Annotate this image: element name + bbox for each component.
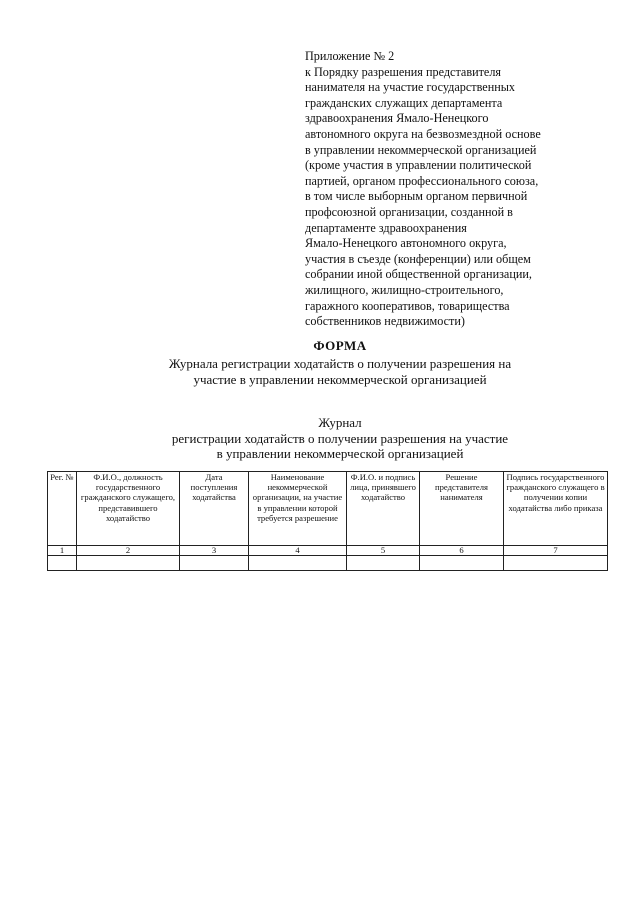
column-number: 3	[180, 546, 249, 556]
appendix-line: нанимателя на участие государственных	[305, 80, 516, 95]
empty-cell	[420, 556, 504, 571]
appendix-line: автономного округа на безвозмездной основе	[305, 126, 541, 141]
header-employer-decision	[420, 472, 504, 546]
journal-subtitle-line: регистрации ходатайств о получении разрешения на участие	[171, 431, 509, 446]
appendix-block	[305, 49, 605, 330]
column-number-row	[48, 546, 608, 556]
journal-subtitle-line: в управлении некоммерческой организацией	[216, 446, 464, 461]
form-subtitle-line: Журнала регистрации ходатайств о получении разрешения на	[168, 356, 512, 371]
column-number: 4	[249, 546, 347, 556]
empty-cell	[48, 556, 77, 571]
header-label: Дата поступления ходатайства	[190, 472, 238, 503]
header-organization-name	[249, 472, 347, 546]
journal-table	[47, 471, 608, 571]
form-subtitle-line: участие в управлении некоммерческой организацией	[193, 372, 487, 387]
appendix-line: собрании иной общественной организации,	[305, 267, 532, 282]
header-label: Рег. №	[50, 472, 74, 482]
header-label: Ф.И.О., должность государственного гражданского служащего, представившего ходатайство	[80, 472, 176, 523]
header-employee-name	[77, 472, 180, 546]
table-row	[48, 556, 608, 571]
appendix-line: в том числе выборным органом первичной	[305, 189, 528, 204]
header-receipt-date	[180, 472, 249, 546]
appendix-line: участия в съезде (конференции) или общем	[305, 251, 531, 266]
empty-cell	[249, 556, 347, 571]
appendix-line: жилищного, жилищно-строительного,	[305, 282, 504, 297]
appendix-line: Ямало-Ненецкого автономного округа,	[305, 236, 507, 251]
header-receiver-signature	[347, 472, 420, 546]
appendix-line: партией, органом профессионального союза,	[305, 173, 539, 188]
journal-title: Журнал	[318, 415, 362, 430]
form-subtitle	[0, 356, 640, 388]
empty-cell	[77, 556, 180, 571]
appendix-line: департаменте здравоохранения	[305, 220, 467, 235]
empty-cell	[180, 556, 249, 571]
empty-cell	[347, 556, 420, 571]
header-label: Наименование некоммерческой организации, на участие в управлении которой требуется разрешение	[252, 472, 343, 523]
table-header-row	[48, 472, 608, 546]
column-number: 7	[504, 546, 608, 556]
column-number: 2	[77, 546, 180, 556]
appendix-line: к Порядку разрешения представителя	[305, 64, 502, 79]
appendix-line: Приложение № 2	[305, 49, 395, 63]
appendix-line: гаражного кооперативов, товарищества	[305, 298, 510, 313]
header-employee-signature	[504, 472, 608, 546]
header-label: Подпись государственного гражданского служащего в получении копии ходатайства либо приказа	[506, 472, 605, 513]
empty-cell	[504, 556, 608, 571]
appendix-line: собственников недвижимости)	[305, 314, 465, 329]
appendix-line: (кроме участия в управлении политической	[305, 158, 532, 173]
appendix-line: в управлении некоммерческой организацией	[305, 142, 537, 157]
header-reg-number	[48, 472, 77, 546]
appendix-line: гражданских служащих департамента	[305, 95, 503, 110]
header-label: Решение представителя нанимателя	[435, 472, 488, 503]
appendix-line: здравоохранения Ямало-Ненецкого	[305, 111, 489, 126]
appendix-line: профсоюзной организации, созданной в	[305, 204, 513, 219]
journal-subtitle	[0, 431, 640, 461]
form-title: ФОРМА	[313, 338, 367, 353]
header-label: Ф.И.О. и подпись лица, принявшего ходатайство	[350, 472, 416, 503]
column-number: 1	[48, 546, 77, 556]
column-number: 5	[347, 546, 420, 556]
column-number: 6	[420, 546, 504, 556]
